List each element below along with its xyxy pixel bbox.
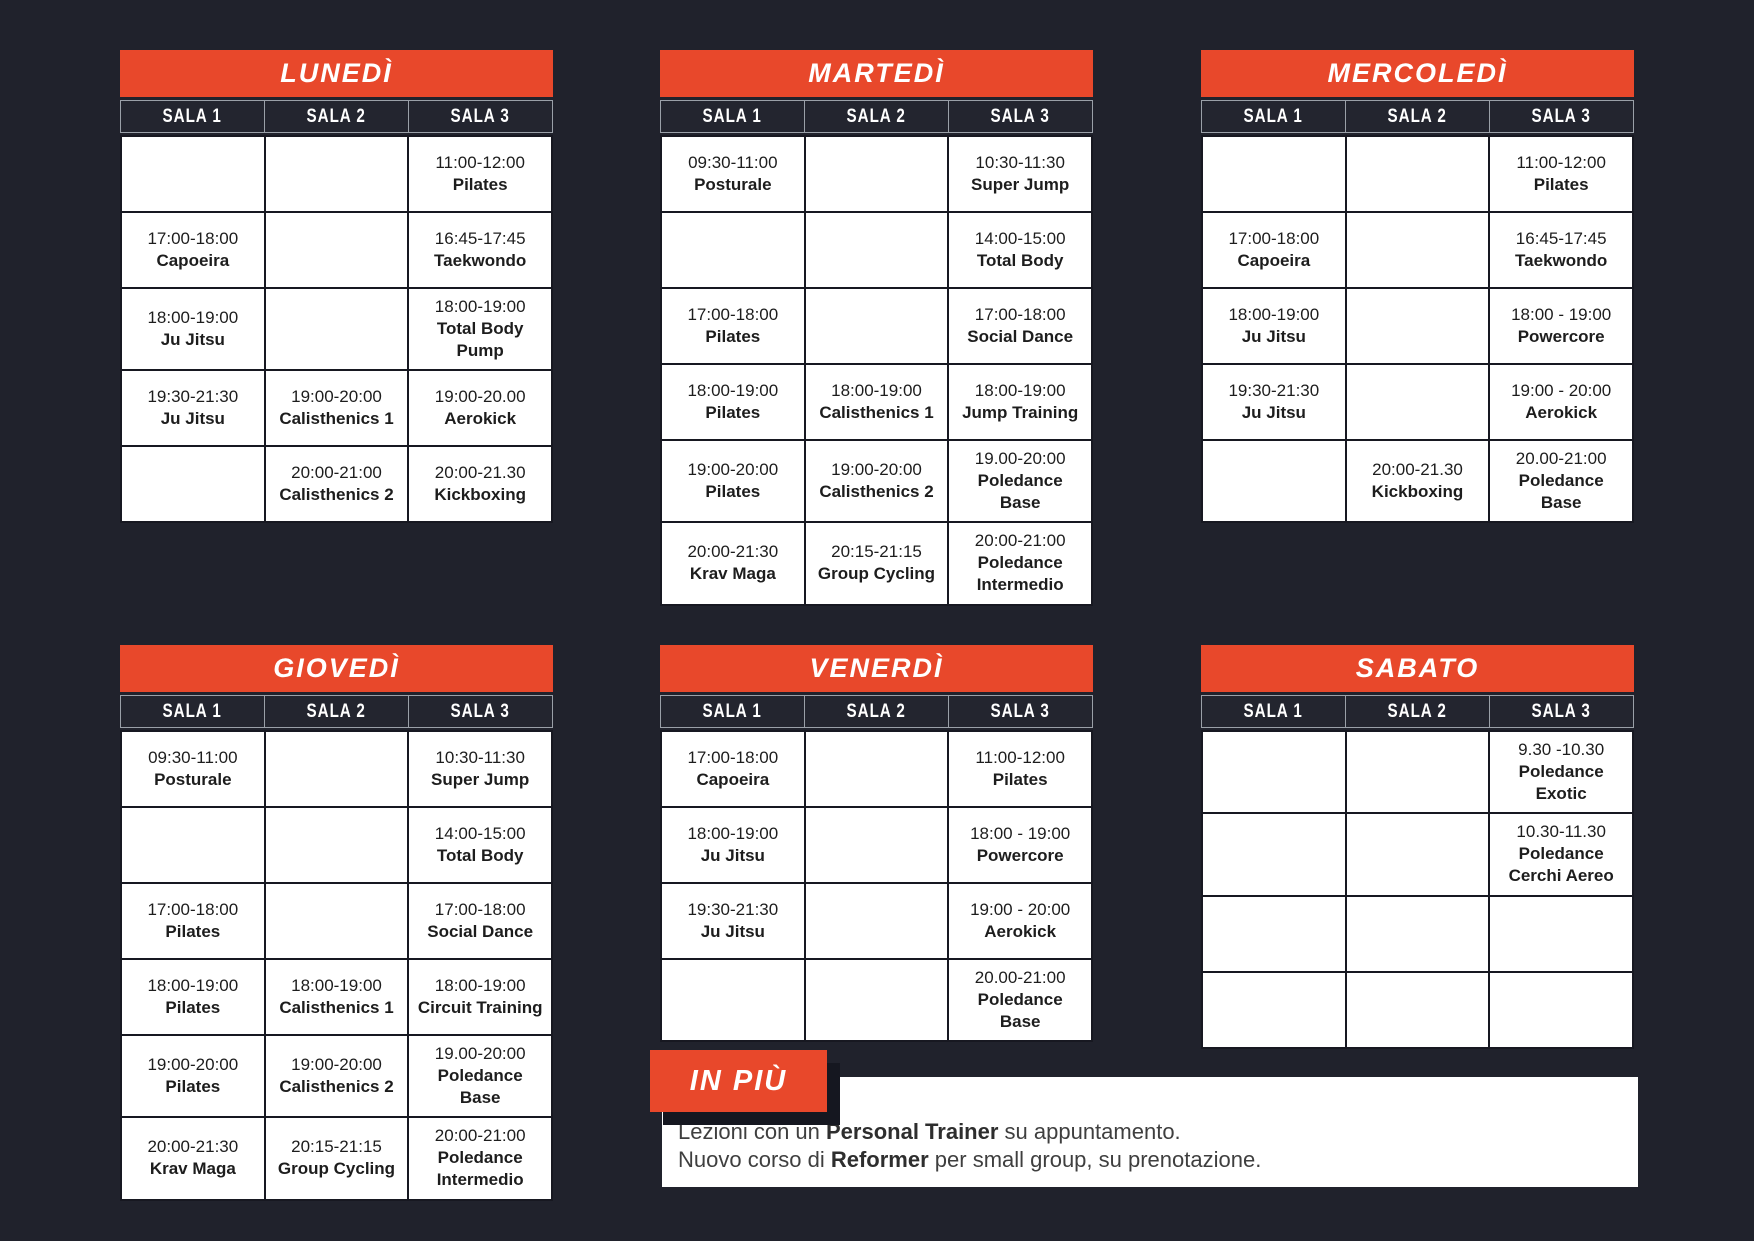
- class-time: 19:00-20:00: [831, 460, 922, 480]
- class-cell-poledancebase: [949, 960, 1091, 1040]
- class-name: Krav Maga: [149, 1159, 236, 1179]
- class-time: 17:00-18:00: [687, 304, 779, 324]
- room-header-sala3: [1490, 101, 1633, 132]
- empty-cell: [806, 884, 948, 958]
- class-name: Taekwondo: [434, 251, 527, 270]
- class-name: Taekwondo: [1515, 251, 1608, 270]
- room-header-sala2: [265, 696, 408, 727]
- class-time: 11:00-12:00: [975, 747, 1065, 767]
- class-time: 20:00-21:30: [687, 542, 779, 562]
- room-header-sala3: [409, 696, 552, 727]
- class-name: Poledance Exotic: [1518, 762, 1604, 804]
- room-header-sala3: [949, 101, 1092, 132]
- class-name: Capoeira: [696, 770, 770, 789]
- class-name: Total Body: [436, 846, 524, 865]
- room-header-label: SALA 3: [450, 701, 511, 722]
- class-name: Pilates: [452, 175, 508, 194]
- class-cell-calisthenics2: [266, 447, 408, 521]
- schedule-grid: [1201, 135, 1634, 523]
- room-header-sala3: [409, 101, 552, 132]
- class-time: 17:00-18:00: [147, 228, 239, 248]
- class-name: Calisthenics 1: [279, 998, 394, 1017]
- room-header-row: [1201, 695, 1634, 728]
- empty-cell: [1347, 213, 1489, 287]
- empty-cell: [1347, 814, 1489, 894]
- class-name: Pilates: [165, 922, 221, 941]
- room-header-label: SALA 3: [450, 106, 511, 127]
- class-time: 20.00-21:00: [1515, 449, 1607, 468]
- empty-cell: [1347, 732, 1489, 812]
- class-name: Ju Jitsu: [700, 846, 765, 865]
- class-cell-socialdance: [949, 289, 1091, 363]
- in-piu-badge: IN PIÙ: [650, 1050, 827, 1112]
- class-cell-capoeira: [662, 732, 804, 806]
- class-time: 20:00-21:30: [147, 1137, 239, 1157]
- room-header-sala2: [265, 101, 408, 132]
- class-name: Pilates: [705, 327, 761, 346]
- room-header-row: [120, 695, 553, 728]
- room-header-label: SALA 3: [1531, 701, 1592, 722]
- class-time: 20:15-21:15: [291, 1137, 382, 1157]
- class-time: 19:00-20:00: [687, 460, 779, 480]
- class-name: Social Dance: [427, 922, 534, 941]
- class-cell-totalbody: [949, 213, 1091, 287]
- class-name: Pilates: [1533, 175, 1589, 194]
- class-name: Ju Jitsu: [160, 330, 225, 350]
- class-cell-superjump: [949, 137, 1091, 211]
- room-header-label: SALA 1: [1243, 106, 1304, 127]
- schedule-grid: [660, 730, 1093, 1042]
- room-header-sala1: [1202, 101, 1345, 132]
- class-cell-posturale: [662, 137, 804, 211]
- room-header-label: SALA 1: [162, 106, 223, 127]
- room-header-sala1: [661, 696, 804, 727]
- class-time: 19:30-21:30: [147, 387, 239, 407]
- room-header-label: SALA 2: [1387, 106, 1448, 127]
- class-name: Pilates: [705, 482, 761, 502]
- room-header-sala2: [1346, 696, 1489, 727]
- class-time: 18:00 - 19:00: [970, 823, 1071, 843]
- room-header-row: [1201, 100, 1634, 133]
- class-time: 18:00-19:00: [1228, 304, 1320, 324]
- room-header-sala3: [1490, 696, 1633, 727]
- empty-cell: [806, 732, 948, 806]
- class-name: Aerokick: [984, 922, 1057, 941]
- class-cell-circuittraining: [409, 960, 551, 1034]
- class-time: 19:00-20:00: [291, 1055, 382, 1075]
- room-header-label: SALA 2: [306, 106, 367, 127]
- schedule-grid: [660, 135, 1093, 606]
- class-name: Calisthenics 1: [819, 403, 934, 422]
- class-cell-kravmaga: [122, 1118, 264, 1198]
- room-header-label: SALA 3: [990, 106, 1051, 127]
- class-cell-superjump: [409, 732, 551, 806]
- class-cell-poledancebase: [409, 1036, 551, 1116]
- day-header-sabato: SABATO: [1201, 645, 1634, 692]
- class-time: 18:00-19:00: [434, 975, 526, 995]
- note-text: per small group, su prenotazione.: [928, 1147, 1262, 1172]
- empty-cell: [1347, 137, 1489, 211]
- class-time: 18:00-19:00: [147, 975, 239, 995]
- note-text-bold: Reformer: [830, 1147, 929, 1172]
- day-header-giovedi: GIOVEDÌ: [120, 645, 553, 692]
- day-header-mercoledi: MERCOLEDÌ: [1201, 50, 1634, 97]
- empty-cell: [266, 137, 408, 211]
- empty-cell: [1203, 814, 1345, 894]
- class-name: Total Body Pump: [436, 319, 524, 361]
- day-table-mercoledi: [1201, 50, 1634, 523]
- class-cell-capoeira: [1203, 213, 1345, 287]
- class-time: 18:00 - 19:00: [1511, 304, 1612, 324]
- class-cell-groupcycling: [266, 1118, 408, 1198]
- room-header-sala2: [1346, 101, 1489, 132]
- class-time: 18:00-19:00: [434, 297, 526, 316]
- day-table-venerdi: [660, 645, 1093, 1042]
- class-cell-pilates: [949, 732, 1091, 806]
- room-header-sala3: [949, 696, 1092, 727]
- empty-cell: [806, 960, 948, 1040]
- class-name: Ju Jitsu: [1241, 327, 1306, 346]
- class-time: 10:30-11:30: [435, 747, 525, 767]
- class-name: Poledance Base: [437, 1066, 523, 1108]
- class-time: 10:30-11:30: [975, 152, 1065, 172]
- class-name: Total Body: [976, 251, 1064, 270]
- class-name: Kickboxing: [434, 485, 526, 505]
- empty-cell: [806, 808, 948, 882]
- empty-cell: [266, 808, 408, 882]
- class-name: Poledance Intermedio: [976, 553, 1064, 595]
- class-cell-jumptraining: [949, 365, 1091, 439]
- empty-cell: [1347, 973, 1489, 1047]
- note-line: [678, 1146, 1618, 1174]
- note-text: Lezioni con un: [678, 1119, 826, 1144]
- class-name: Calisthenics 2: [279, 485, 394, 505]
- class-time: 19:00-20.00: [434, 387, 526, 407]
- room-header-label: SALA 2: [306, 701, 367, 722]
- class-name: Jump Training: [962, 403, 1079, 422]
- class-time: 20:00-21.30: [1372, 460, 1463, 480]
- day-table-giovedi: [120, 645, 553, 1201]
- class-time: 19:00 - 20:00: [970, 899, 1071, 919]
- class-time: 17:00-18:00: [434, 899, 526, 919]
- class-time: 20:00-21:00: [291, 463, 382, 483]
- class-name: Posturale: [154, 770, 232, 789]
- note-text: Nuovo corso di: [678, 1147, 831, 1172]
- class-cell-poledancebase: [949, 441, 1091, 521]
- class-name: Poledance Base: [977, 471, 1063, 513]
- class-time: 20:15-21:15: [831, 542, 922, 562]
- class-cell-jujitsu: [1203, 365, 1345, 439]
- empty-cell: [662, 213, 804, 287]
- class-time: 14:00-15:00: [434, 823, 526, 843]
- class-name: Super Jump: [431, 770, 530, 789]
- class-cell-calisthenics2: [806, 441, 948, 521]
- class-time: 17:00-18:00: [687, 747, 779, 767]
- day-header-martedi: MARTEDÌ: [660, 50, 1093, 97]
- class-time: 19.00-20:00: [434, 1044, 526, 1063]
- empty-cell: [662, 960, 804, 1040]
- class-cell-aerokick: [949, 884, 1091, 958]
- class-time: 9.30 -10.30: [1518, 740, 1605, 759]
- empty-cell: [806, 137, 948, 211]
- class-cell-capoeira: [122, 213, 264, 287]
- room-header-label: SALA 1: [702, 106, 763, 127]
- class-time: 11:00-12:00: [1516, 152, 1606, 172]
- room-header-sala2: [805, 101, 948, 132]
- class-cell-pilates: [122, 960, 264, 1034]
- class-cell-aerokick: [409, 371, 551, 445]
- class-time: 19:00-20:00: [147, 1055, 239, 1075]
- class-cell-pilates: [1490, 137, 1632, 211]
- schedule-grid: [120, 135, 553, 523]
- class-time: 20.00-21:00: [974, 968, 1066, 987]
- class-name: Powercore: [976, 846, 1064, 865]
- class-cell-kickboxing: [409, 447, 551, 521]
- class-time: 17:00-18:00: [974, 304, 1066, 324]
- class-cell-poledancebase: [1490, 441, 1632, 521]
- class-time: 14:00-15:00: [974, 228, 1066, 248]
- empty-cell: [1347, 365, 1489, 439]
- empty-cell: [1203, 732, 1345, 812]
- room-header-row: [660, 695, 1093, 728]
- class-time: 20:00-21:00: [974, 531, 1066, 551]
- room-header-label: SALA 1: [1243, 701, 1304, 722]
- class-time: 19:00-20:00: [291, 387, 382, 407]
- empty-cell: [266, 213, 408, 287]
- empty-cell: [122, 137, 264, 211]
- class-name: Super Jump: [971, 175, 1070, 194]
- empty-cell: [1203, 137, 1345, 211]
- class-cell-jujitsu: [1203, 289, 1345, 363]
- class-time: 19.00-20:00: [974, 449, 1066, 468]
- class-cell-pilates: [662, 441, 804, 521]
- class-name: Aerokick: [1525, 403, 1598, 422]
- class-name: Calisthenics 2: [279, 1077, 394, 1097]
- class-cell-poledanceintermedio: [409, 1118, 551, 1198]
- class-name: Aerokick: [444, 409, 517, 429]
- class-cell-kickboxing: [1347, 441, 1489, 521]
- empty-cell: [806, 289, 948, 363]
- class-cell-pilates: [122, 1036, 264, 1116]
- room-header-label: SALA 2: [1387, 701, 1448, 722]
- class-name: Circuit Training: [417, 998, 543, 1017]
- class-name: Group Cycling: [277, 1159, 396, 1179]
- day-header-lunedi: LUNEDÌ: [120, 50, 553, 97]
- class-name: Krav Maga: [689, 564, 776, 584]
- class-name: Poledance Cerchi Aereo: [1508, 844, 1614, 886]
- class-name: Pilates: [705, 403, 761, 422]
- class-time: 09:30-11:00: [688, 152, 778, 172]
- class-cell-taekwondo: [1490, 213, 1632, 287]
- empty-cell: [1203, 973, 1345, 1047]
- room-header-sala2: [805, 696, 948, 727]
- class-cell-totalbody: [409, 808, 551, 882]
- class-name: Pilates: [165, 1077, 221, 1097]
- day-table-lunedi: [120, 50, 553, 523]
- empty-cell: [1203, 897, 1345, 971]
- class-time: 19:00 - 20:00: [1511, 380, 1612, 400]
- empty-cell: [1347, 897, 1489, 971]
- class-cell-calisthenics1: [806, 365, 948, 439]
- class-cell-pilates: [122, 884, 264, 958]
- empty-cell: [266, 732, 408, 806]
- class-name: Social Dance: [967, 327, 1074, 346]
- room-header-label: SALA 2: [846, 701, 907, 722]
- class-cell-posturale: [122, 732, 264, 806]
- class-name: Poledance Base: [977, 990, 1063, 1032]
- class-cell-jujitsu: [122, 289, 264, 369]
- class-cell-pilates: [662, 289, 804, 363]
- empty-cell: [266, 884, 408, 958]
- class-time: 17:00-18:00: [147, 899, 239, 919]
- room-header-label: SALA 2: [846, 106, 907, 127]
- room-header-sala1: [121, 101, 264, 132]
- class-name: Powercore: [1517, 327, 1605, 346]
- class-cell-kravmaga: [662, 523, 804, 603]
- empty-cell: [122, 447, 264, 521]
- class-time: 20:00-21.30: [434, 463, 526, 483]
- class-cell-jujitsu: [662, 884, 804, 958]
- class-cell-poledancecerchiaereo: [1490, 814, 1632, 894]
- day-table-martedi: [660, 50, 1093, 606]
- class-name: Ju Jitsu: [160, 409, 225, 429]
- class-cell-jujitsu: [122, 371, 264, 445]
- class-name: Pilates: [165, 998, 221, 1017]
- day-header-venerdi: VENERDÌ: [660, 645, 1093, 692]
- class-name: Kickboxing: [1371, 482, 1464, 502]
- room-header-row: [120, 100, 553, 133]
- class-time: 18:00-19:00: [687, 823, 779, 843]
- class-name: Posturale: [694, 175, 772, 194]
- class-cell-totalbodypump: [409, 289, 551, 369]
- class-time: 18:00-19:00: [687, 380, 779, 400]
- class-name: Calisthenics 1: [279, 409, 394, 429]
- class-time: 19:30-21:30: [687, 899, 779, 919]
- class-cell-powercore: [949, 808, 1091, 882]
- class-cell-calisthenics1: [266, 960, 408, 1034]
- empty-cell: [806, 213, 948, 287]
- class-name: Capoeira: [1237, 251, 1311, 270]
- class-name: Capoeira: [156, 251, 230, 270]
- class-time: 20:00-21:00: [434, 1126, 526, 1146]
- note-text: su appuntamento.: [998, 1119, 1181, 1144]
- class-cell-socialdance: [409, 884, 551, 958]
- schedule-grid: [120, 730, 553, 1201]
- empty-cell: [266, 289, 408, 369]
- class-name: Ju Jitsu: [1241, 403, 1306, 422]
- class-time: 11:00-12:00: [435, 152, 525, 172]
- empty-cell: [1347, 289, 1489, 363]
- class-name: Ju Jitsu: [700, 922, 765, 941]
- schedule-grid: [1201, 730, 1634, 1049]
- note-line: [678, 1118, 1618, 1146]
- class-cell-groupcycling: [806, 523, 948, 603]
- class-time: 09:30-11:00: [148, 747, 238, 767]
- room-header-sala1: [661, 101, 804, 132]
- class-time: 16:45-17:45: [434, 228, 526, 248]
- empty-cell: [1490, 973, 1632, 1047]
- class-name: Calisthenics 2: [819, 482, 934, 502]
- room-header-label: SALA 1: [702, 701, 763, 722]
- empty-cell: [1490, 897, 1632, 971]
- class-cell-poledanceexotic: [1490, 732, 1632, 812]
- class-time: 16:45-17:45: [1515, 228, 1607, 248]
- class-cell-jujitsu: [662, 808, 804, 882]
- class-cell-powercore: [1490, 289, 1632, 363]
- class-cell-pilates: [409, 137, 551, 211]
- class-name: Poledance Intermedio: [436, 1148, 524, 1190]
- room-header-sala1: [1202, 696, 1345, 727]
- class-cell-aerokick: [1490, 365, 1632, 439]
- class-time: 18:00-19:00: [831, 380, 922, 400]
- empty-cell: [1203, 441, 1345, 521]
- class-name: Group Cycling: [817, 564, 936, 584]
- class-time: 10.30-11.30: [1516, 822, 1606, 842]
- class-time: 18:00-19:00: [147, 308, 239, 328]
- class-cell-calisthenics1: [266, 371, 408, 445]
- room-header-label: SALA 3: [1531, 106, 1592, 127]
- class-cell-calisthenics2: [266, 1036, 408, 1116]
- class-cell-taekwondo: [409, 213, 551, 287]
- day-table-sabato: [1201, 645, 1634, 1049]
- class-name: Pilates: [992, 770, 1048, 789]
- class-name: Poledance Base: [1518, 471, 1604, 513]
- class-time: 18:00-19:00: [974, 380, 1066, 400]
- empty-cell: [122, 808, 264, 882]
- room-header-label: SALA 1: [162, 701, 223, 722]
- room-header-row: [660, 100, 1093, 133]
- note-text-bold: Personal Trainer: [826, 1119, 999, 1144]
- class-cell-pilates: [662, 365, 804, 439]
- room-header-sala1: [121, 696, 264, 727]
- class-time: 19:30-21:30: [1228, 380, 1320, 400]
- room-header-label: SALA 3: [990, 701, 1051, 722]
- class-time: 18:00-19:00: [291, 975, 382, 995]
- class-cell-poledanceintermedio: [949, 523, 1091, 603]
- class-time: 17:00-18:00: [1228, 228, 1320, 248]
